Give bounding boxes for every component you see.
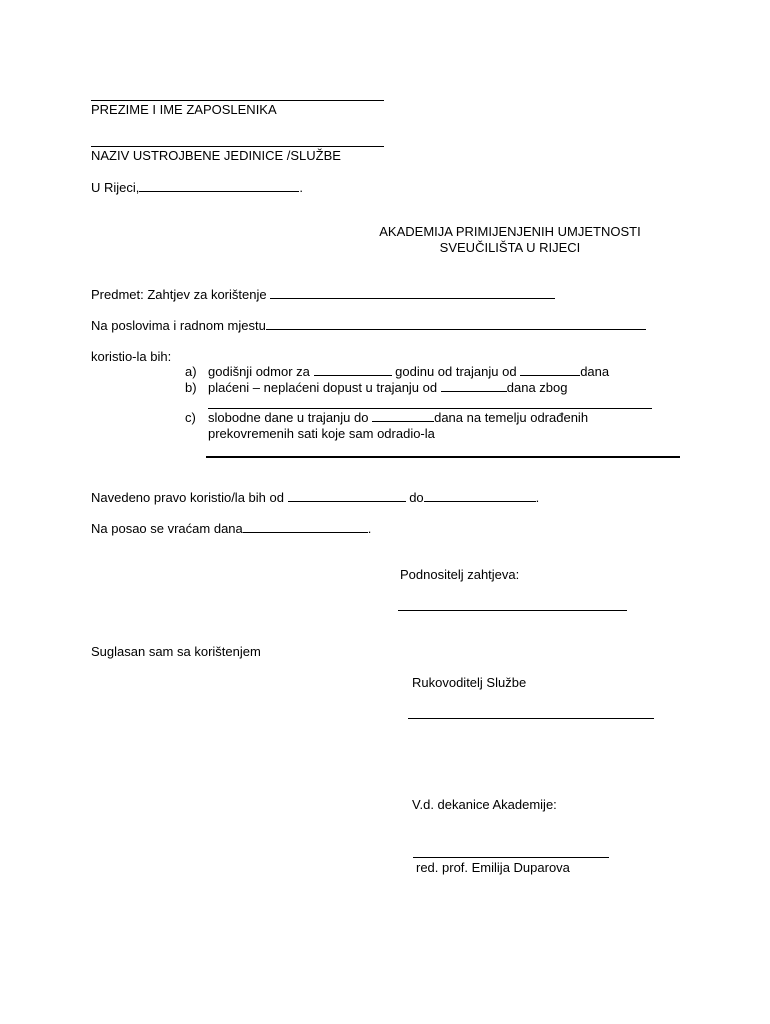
employee-name-label: PREZIME I IME ZAPOSLENIKA — [91, 102, 277, 117]
date-field[interactable] — [139, 180, 299, 192]
item-b-reason-line[interactable] — [208, 408, 652, 409]
applicant-signature-line[interactable] — [398, 610, 627, 611]
dean-label: V.d. dekanice Akademije: — [412, 797, 557, 812]
unit-name-line[interactable] — [91, 146, 384, 147]
item-c — [208, 410, 588, 425]
item-b-text-2: dana zbog — [506, 380, 568, 395]
subject-field[interactable] — [270, 287, 555, 299]
manager-label: Rukovoditelj Službe — [412, 675, 527, 690]
dean-signature-line[interactable] — [413, 857, 609, 858]
period-suffix: . — [535, 490, 540, 505]
item-b — [208, 380, 567, 395]
workplace-field[interactable] — [266, 318, 646, 330]
return-line — [91, 521, 371, 536]
recipient-line-1: AKADEMIJA PRIMIJENJENIH UMJETNOSTI — [379, 224, 641, 239]
item-c-duration-field[interactable] — [372, 410, 434, 422]
period-to-field[interactable] — [424, 490, 536, 502]
period-from-field[interactable] — [288, 490, 406, 502]
item-c-text-1: slobodne dane u trajanju do — [208, 410, 369, 425]
return-date-field[interactable] — [243, 521, 368, 533]
item-b-marker: b) — [185, 380, 197, 395]
workplace-label: Na poslovima i radnom mjestu — [91, 318, 266, 333]
period-label: Navedeno pravo koristio/la bih od — [91, 490, 284, 505]
item-a-duration-field[interactable] — [520, 364, 580, 376]
used-label: koristio-la bih: — [91, 349, 172, 364]
item-c-extra-line[interactable] — [206, 456, 680, 458]
place-label: U Rijeci, — [91, 180, 140, 195]
return-label: Na posao se vraćam dana — [91, 521, 243, 536]
item-a-text-1: godišnji odmor za — [208, 364, 310, 379]
applicant-label: Podnositelj zahtjeva: — [400, 567, 520, 582]
period-line — [91, 490, 539, 505]
place-date-line — [91, 180, 303, 195]
item-a-marker: a) — [185, 364, 197, 379]
consent-label: Suglasan sam sa korištenjem — [91, 644, 261, 659]
item-b-text-1: plaćeni – neplaćeni dopust u trajanju od — [208, 380, 438, 395]
item-c-text-3: prekovremenih sati koje sam odradio-la — [208, 426, 435, 441]
item-a — [208, 364, 609, 379]
subject-line — [91, 287, 555, 302]
item-a-text-2: godinu od trajanju od — [395, 364, 517, 379]
unit-name-label: NAZIV USTROJBENE JEDINICE /SLUŽBE — [91, 148, 341, 163]
place-suffix: . — [299, 180, 304, 195]
period-to-label: do — [409, 490, 424, 505]
dean-name: red. prof. Emilija Duparova — [416, 860, 570, 875]
item-b-duration-field[interactable] — [441, 380, 507, 392]
workplace-line — [91, 318, 646, 333]
employee-name-line[interactable] — [91, 100, 384, 101]
return-suffix: . — [367, 521, 372, 536]
recipient-line-2: SVEUČILIŠTA U RIJECI — [439, 240, 581, 255]
manager-signature-line[interactable] — [408, 718, 654, 719]
item-a-year-field[interactable] — [314, 364, 392, 376]
subject-label: Predmet: Zahtjev za korištenje — [91, 287, 267, 302]
item-c-text-2: dana na temelju odrađenih — [434, 410, 589, 425]
item-a-text-3: dana — [580, 364, 610, 379]
item-c-marker: c) — [185, 410, 196, 425]
